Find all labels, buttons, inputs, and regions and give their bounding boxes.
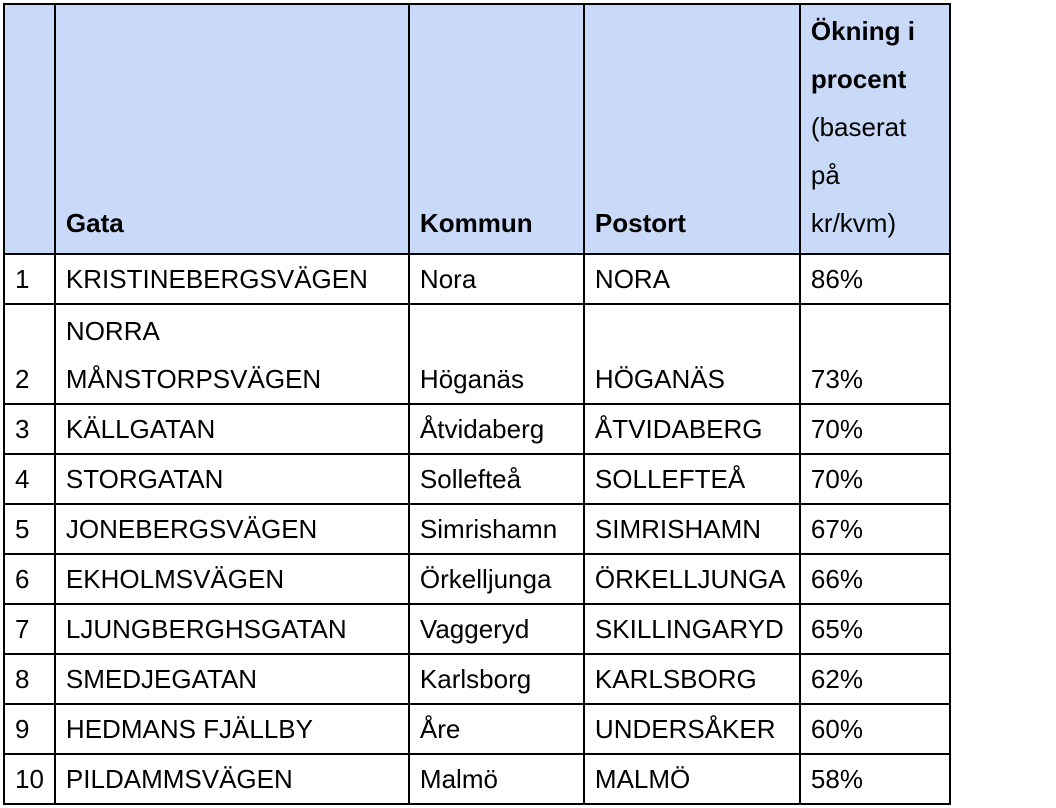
cell-okning: 70%	[800, 404, 950, 454]
table-row	[4, 454, 950, 504]
cell-num: 2	[4, 304, 55, 404]
cell-postort: UNDERSÅKER	[584, 704, 800, 754]
cell-kommun: Höganäs	[409, 304, 584, 404]
cell-gata	[55, 304, 409, 404]
cell-num: 5	[4, 504, 55, 554]
cell-kommun: Örkelljunga	[409, 554, 584, 604]
header-okning-line2: procent	[810, 64, 907, 94]
cell-okning: 73%	[800, 304, 950, 404]
header-okning-line3: (baserat	[810, 112, 907, 142]
header-okning-line5: kr/kvm)	[810, 208, 897, 238]
cell-okning: 70%	[800, 454, 950, 504]
cell-okning: 62%	[800, 654, 950, 704]
header-num	[4, 4, 55, 254]
header-gata: Gata	[55, 4, 409, 254]
cell-okning: 60%	[800, 704, 950, 754]
header-okning-line1: Ökning i	[810, 16, 915, 46]
cell-postort: KARLSBORG	[584, 654, 800, 704]
cell-postort: SKILLINGARYD	[584, 604, 800, 654]
cell-gata: LJUNGBERGHSGATAN	[55, 604, 409, 654]
cell-gata: KRISTINEBERGSVÄGEN	[55, 254, 409, 304]
cell-gata: PILDAMMSVÄGEN	[55, 754, 409, 804]
cell-postort: ÅTVIDABERG	[584, 404, 800, 454]
cell-gata: SMEDJEGATAN	[55, 654, 409, 704]
table-row	[4, 704, 950, 754]
cell-postort: NORA	[584, 254, 800, 304]
cell-postort: HÖGANÄS	[584, 304, 800, 404]
ranking-table	[3, 3, 951, 805]
cell-okning: 67%	[800, 504, 950, 554]
cell-okning: 58%	[800, 754, 950, 804]
cell-kommun: Åtvidaberg	[409, 404, 584, 454]
header-okning	[800, 4, 950, 254]
cell-num: 10	[4, 754, 55, 804]
cell-okning: 65%	[800, 604, 950, 654]
cell-kommun: Vaggeryd	[409, 604, 584, 654]
cell-gata: JONEBERGSVÄGEN	[55, 504, 409, 554]
table-row	[4, 304, 950, 404]
table-row	[4, 404, 950, 454]
cell-num: 4	[4, 454, 55, 504]
table-row	[4, 754, 950, 804]
cell-num: 8	[4, 654, 55, 704]
cell-kommun: Sollefteå	[409, 454, 584, 504]
cell-gata: HEDMANS FJÄLLBY	[55, 704, 409, 754]
cell-kommun: Simrishamn	[409, 504, 584, 554]
cell-kommun: Åre	[409, 704, 584, 754]
cell-num: 3	[4, 404, 55, 454]
cell-num: 1	[4, 254, 55, 304]
header-postort: Postort	[584, 4, 800, 254]
table-row	[4, 604, 950, 654]
cell-num: 7	[4, 604, 55, 654]
table-row	[4, 554, 950, 604]
cell-postort: SOLLEFTEÅ	[584, 454, 800, 504]
header-okning-line4: på	[810, 160, 840, 190]
cell-postort: MALMÖ	[584, 754, 800, 804]
cell-gata-line2: MÅNSTORPSVÄGEN	[65, 364, 322, 394]
cell-postort: ÖRKELLJUNGA	[584, 554, 800, 604]
table-row	[4, 654, 950, 704]
table-row	[4, 254, 950, 304]
cell-kommun: Karlsborg	[409, 654, 584, 704]
cell-gata: EKHOLMSVÄGEN	[55, 554, 409, 604]
cell-gata: STORGATAN	[55, 454, 409, 504]
cell-okning: 66%	[800, 554, 950, 604]
cell-kommun: Nora	[409, 254, 584, 304]
cell-num: 9	[4, 704, 55, 754]
cell-okning: 86%	[800, 254, 950, 304]
cell-num: 6	[4, 554, 55, 604]
cell-postort: SIMRISHAMN	[584, 504, 800, 554]
cell-kommun: Malmö	[409, 754, 584, 804]
table-row	[4, 504, 950, 554]
header-row	[4, 4, 950, 254]
cell-gata: KÄLLGATAN	[55, 404, 409, 454]
cell-gata-line1: NORRA	[65, 316, 160, 346]
header-kommun: Kommun	[409, 4, 584, 254]
